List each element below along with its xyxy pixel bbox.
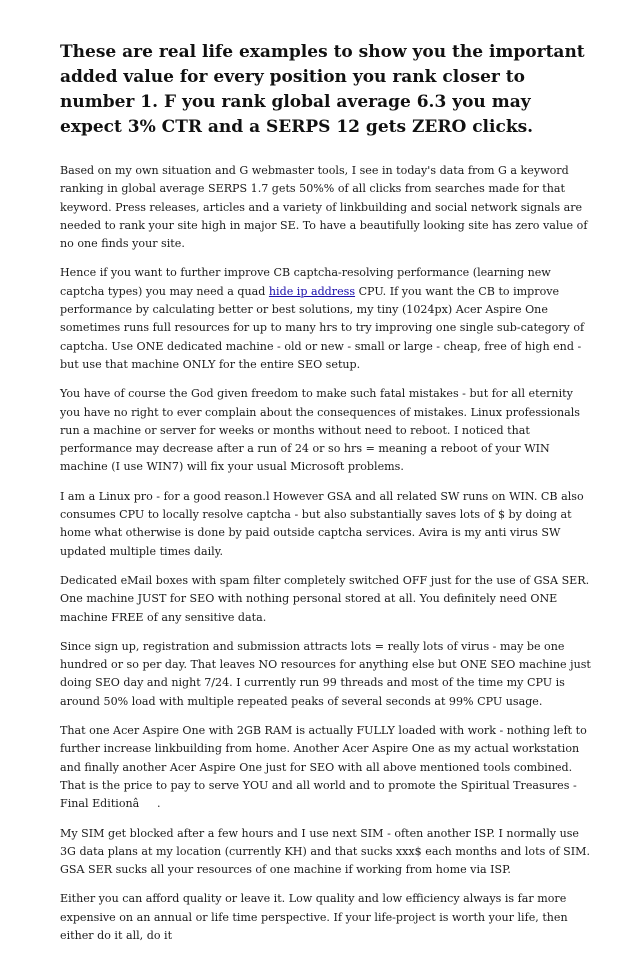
document-title: These are real life examples to show you the important added value for every position you rank closer to number 1. F you rank global average 6.3 you may expect 3% CTR and a SERPS 12 gets ZERO clicks. [60, 42, 585, 137]
paragraph-4: I am a Linux pro - for a good reason.l However GSA and all related SW runs on WIN. CB also consumes CPU to locally resolve captcha - but also substantially saves lots of $ by doing at home what otherwise is done by paid outside captcha services. Avira is my anti virus SW updated multiple times daily. [60, 489, 584, 558]
paragraph-2-after-link: CPU. If you want the CB to improve performance by calculating better or best solutions, my tiny (1024px) Acer Aspire One sometimes runs full resources for up to many hrs to try improving one single sub-category of captcha. Use ONE dedicated machine - old or new - small or large - cheap, free of high end - but use that machine ONLY for the entire SEO setup. [60, 284, 585, 371]
paragraph-9: Either you can afford quality or leave it. Low quality and low efficiency always is far more expensive on an annual or life time perspective. If your life-project is worth your life, then either do it all, do it [60, 892, 568, 942]
hide-ip-address-link[interactable]: hide ip address [268, 284, 356, 298]
paragraph-1: Based on my own situation and G webmaster tools, I see in today's data from G a keyword ranking in global average SERPS 1.7 gets 50%% of all clicks from searches made for that keyword. Press releases, articles and a variety of linkbuilding and social network signals are needed to rank your site high in major SE. To have a beautifully looking site has zero value of no one finds your site. [60, 164, 588, 251]
paragraph-8: My SIM get blocked after a few hours and I use next SIM - often another ISP. I normally use 3G data plans at my location (currently KH) and that sucks xxx$ each months and lots of SIM. GSA SER sucks all your resources of one machine if working from home via ISP. [60, 826, 590, 877]
paragraph-2-before-link: Hence if you want to further improve CB captcha-resolving performance (learning new captcha types) you may need a quad [60, 266, 551, 298]
document-page [60, 40, 595, 956]
paragraph-7: That one Acer Aspire One with 2GB RAM is actually FULLY loaded with work - nothing left to further increase linkbuilding from home. Another Acer Aspire One as my actual workstation and finally another Acer Aspire One just for SEO with all above mentioned tools combined. That is the price to pay to serve YOU and all world and to promote the Spiritual Treasures - Final Editionâ. [60, 724, 587, 811]
paragraph-2 [60, 264, 595, 374]
paragraph-5: Dedicated eMail boxes with spam filter completely switched OFF just for the use of GSA SER. One machine JUST for SEO with nothing personal stored at all. You definitely need ONE machine FREE of any sensitive data. [60, 573, 590, 624]
paragraph-6: Since sign up, registration and submission attracts lots = really lots of virus - may be one hundred or so per day. That leaves NO resources for anything else but ONE SEO machine just doing SEO day and night 7/24. I currently run 99 threads and most of the time my CPU is around 50% load with multiple repeated peaks of several seconds at 99% CPU usage. [60, 639, 591, 708]
paragraph-3: You have of course the God given freedom to make such fatal mistakes - but for all eternity you have no right to ever complain about the consequences of mistakes. Linux professionals run a machine or server for weeks or months without need to reboot. I noticed that performance may decrease after a run of 24 or so hrs = meaning a reboot of your WIN machine (I use WIN7) will fix your usual Microsoft problems. [60, 387, 580, 474]
